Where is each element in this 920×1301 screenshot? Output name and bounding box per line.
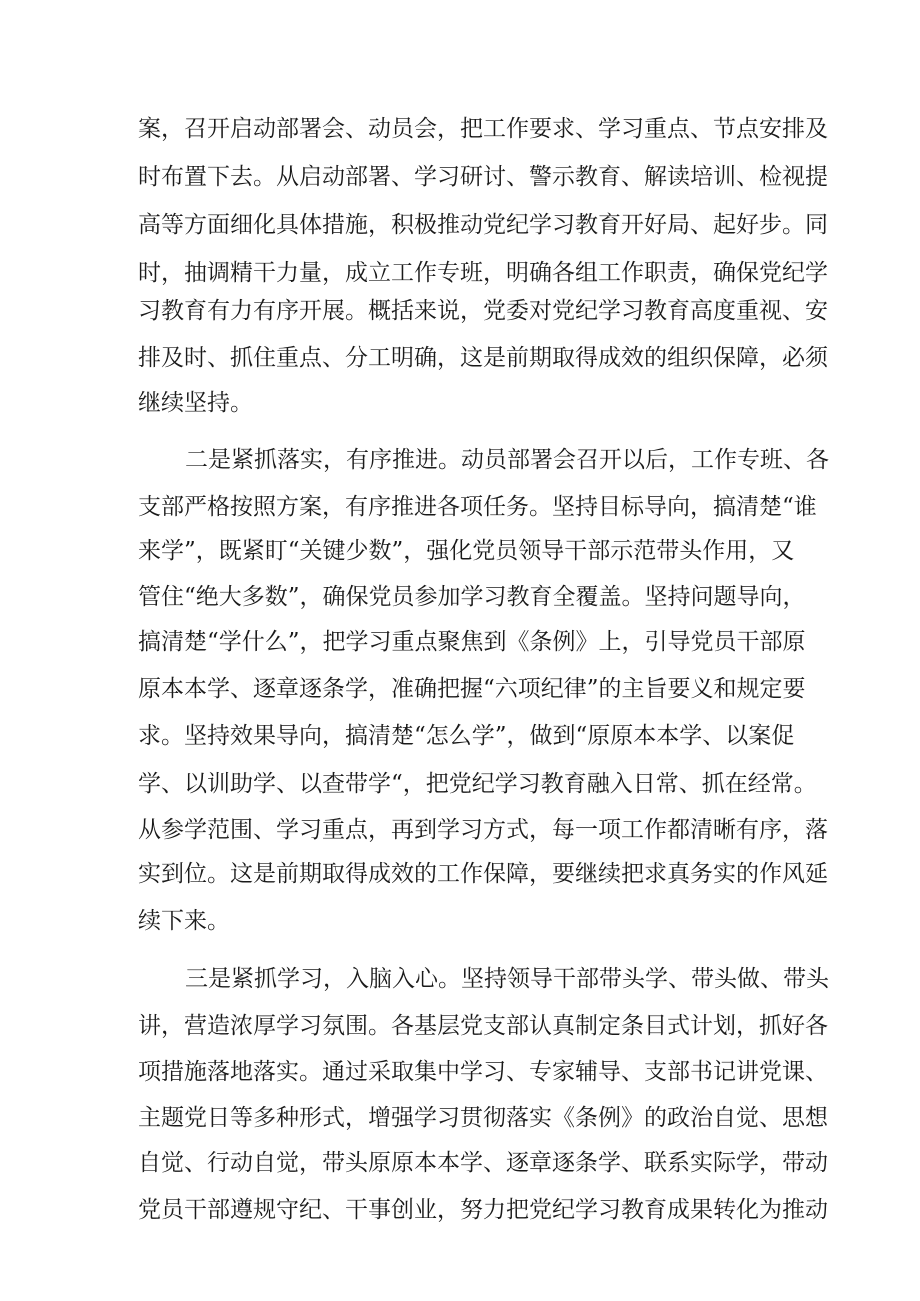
paragraph-2-line-6: 原本本学、逐章逐条学，准确把握“六项纪律”的主旨要义和规定要 [138, 676, 806, 702]
paragraph-3-line-4: 主题党日等多种形式，增强学习贯彻落实《条例》的政治自觉、思想 [138, 1105, 828, 1131]
paragraph-3-line-2: 讲，营造浓厚学习氛围。各基层党支部认真制定条目式计划，抓好各 [138, 1013, 828, 1039]
paragraph-2-line-10: 实到位。这是前期取得成效的工作保障，要继续把求真务实的作风延 [138, 861, 828, 887]
paragraph-1-line-5: 习教育有力有序开展。概括来说，党委对党纪学习教育高度重视、安 [138, 298, 828, 324]
paragraph-2-line-11: 续下来。 [138, 908, 230, 934]
paragraph-1-line-7: 继续坚持。 [138, 390, 253, 416]
paragraph-1-line-1: 案，召开启动部署会、动员会，把工作要求、学习重点、节点安排及 [138, 116, 828, 142]
paragraph-2-line-1: 二是紧抓落实，有序推进。动员部署会召开以后，工作专班、各 [185, 447, 829, 473]
paragraph-3-line-1: 三是紧抓学习，入脑入心。坚持领导干部带头学、带头做、带头 [185, 966, 829, 992]
paragraph-1-line-2: 时布置下去。从启动部署、学习研讨、警示教育、解读培训、检视提 [138, 164, 828, 190]
paragraph-3-line-6: 党员干部遵规守纪、干事创业，努力把党纪学习教育成果转化为推动 [138, 1197, 828, 1223]
paragraph-2-line-5: 搞清楚“学什么”，把学习重点聚焦到《条例》上，引导党员干部原 [138, 629, 806, 655]
paragraph-1-line-6: 排及时、抓住重点、分工明确，这是前期取得成效的组织保障，必须 [138, 345, 828, 371]
paragraph-2-line-8: 学、以训助学、以查带学“，把党纪学习教育融入日常、抓在经常。 [138, 771, 817, 797]
paragraph-2-line-4: 管住“绝大多数”，确保党员参加学习教育全覆盖。坚持问题导向， [138, 584, 806, 610]
paragraph-3-line-3: 项措施落地落实。通过采取集中学习、专家辅导、支部书记讲党课、 [138, 1059, 828, 1085]
paragraph-1-line-3: 高等方面细化具体措施，积极推动党纪学习教育开好局、起好步。同 [138, 212, 828, 238]
paragraph-2-line-2: 支部严格按照方案，有序推进各项任务。坚持目标导向，搞清楚“谁 [138, 494, 817, 520]
paragraph-3-line-5: 自觉、行动自觉，带头原原本本学、逐章逐条学、联系实际学，带动 [138, 1150, 828, 1176]
paragraph-1-line-4: 时，抽调精干力量，成立工作专班，明确各组工作职责，确保党纪学 [138, 260, 828, 286]
paragraph-2-line-3: 来学”，既紧盯“关键少数”，强化党员领导干部示范带头作用，又 [138, 538, 795, 564]
paragraph-2-line-9: 从参学范围、学习重点，再到学习方式，每一项工作都清晰有序，落 [138, 817, 828, 843]
paragraph-2-line-7: 求。坚持效果导向，搞清楚“怎么学”，做到“原原本本学、以案促 [138, 723, 795, 749]
